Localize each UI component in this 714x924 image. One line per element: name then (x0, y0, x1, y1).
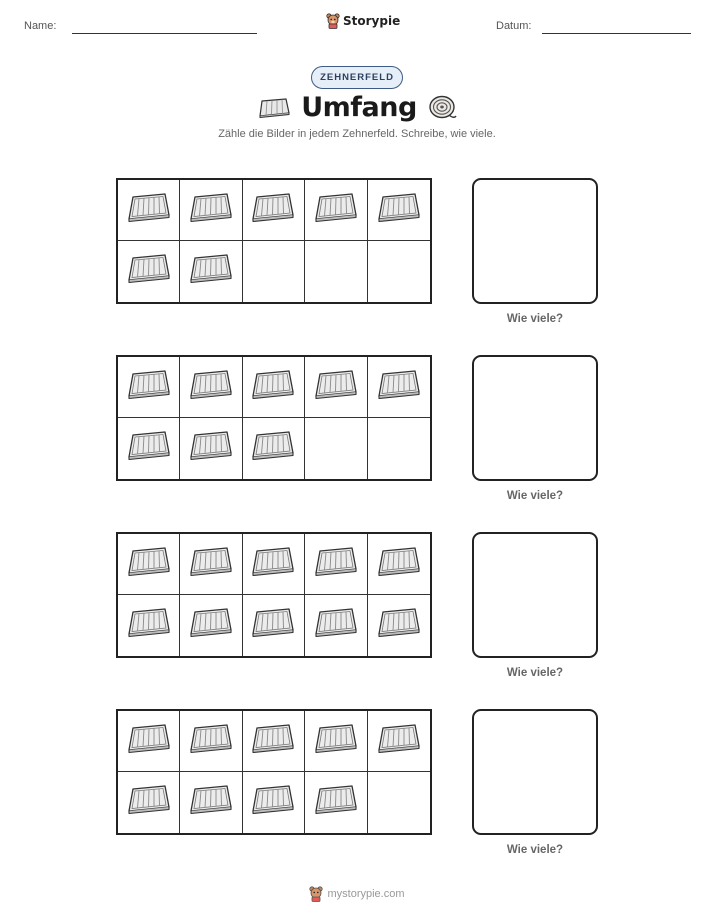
mattress-icon (188, 723, 234, 760)
mattress-icon (250, 546, 296, 583)
mattress-icon (376, 546, 422, 583)
mattress-icon (376, 607, 422, 644)
ten-frame-cell (368, 418, 430, 479)
ten-frame-cell (368, 595, 430, 656)
ten-frame-cell (305, 534, 367, 595)
mattress-icon (126, 723, 172, 760)
ten-frame-cell (180, 711, 242, 772)
footer (0, 886, 714, 902)
ten-frame-3 (116, 532, 432, 658)
ten-frame-cell (305, 180, 367, 241)
mattress-icon (376, 369, 422, 406)
answer-prompt-4: Wie viele? (506, 844, 564, 856)
mattress-icon (313, 784, 359, 821)
ten-frame-cell (243, 418, 305, 479)
mattress-icon (126, 546, 172, 583)
ten-frame-cell (368, 711, 430, 772)
ten-frame-cell (180, 595, 242, 656)
mattress-icon (313, 369, 359, 406)
mattress-icon (250, 784, 296, 821)
ten-frame-2 (116, 355, 432, 481)
worksheet-type-badge: ZEHNERFELD (311, 66, 403, 89)
instructions: Zähle die Bilder in jedem Zehnerfeld. Schreibe, wie viele. (218, 128, 496, 140)
mattress-icon (188, 369, 234, 406)
mattress-icon (126, 430, 172, 467)
answer-prompt-2: Wie viele? (506, 490, 564, 502)
ten-frame-cell (118, 418, 180, 479)
mattress-icon (126, 607, 172, 644)
ten-frame-cell (118, 357, 180, 418)
mattress-icon (250, 607, 296, 644)
ten-frame-cell (368, 241, 430, 302)
answer-box-2[interactable] (472, 355, 598, 481)
ten-frame-cell (243, 711, 305, 772)
ten-frame-1 (116, 178, 432, 304)
ten-frame-cell (180, 357, 242, 418)
ten-frame-cell (243, 772, 305, 833)
mattress-icon (188, 607, 234, 644)
answer-box-3[interactable] (472, 532, 598, 658)
mattress-icon (250, 430, 296, 467)
ten-frame-cell (368, 534, 430, 595)
mattress-icon (250, 723, 296, 760)
title-row (0, 92, 714, 123)
ten-frame-cell (243, 241, 305, 302)
ten-frame-cell (305, 595, 367, 656)
ten-frame-cell (243, 595, 305, 656)
mattress-icon (126, 784, 172, 821)
mattress-icon (188, 546, 234, 583)
mattress-icon (188, 430, 234, 467)
page-title: Umfang (301, 92, 417, 123)
answer-prompt-3: Wie viele? (506, 667, 564, 679)
ten-frame-cell (305, 711, 367, 772)
ten-frame-cell (368, 180, 430, 241)
ten-frame-cell (305, 357, 367, 418)
ten-frame-cell (118, 711, 180, 772)
name-field-line[interactable] (72, 33, 257, 34)
ten-frame-4 (116, 709, 432, 835)
ten-frame-cell (305, 241, 367, 302)
name-label: Name: (24, 20, 57, 32)
ten-frame-cell (368, 357, 430, 418)
answer-box-4[interactable] (472, 709, 598, 835)
brand-name: Storypie (343, 14, 401, 28)
mattress-icon (126, 369, 172, 406)
mattress-icon (313, 546, 359, 583)
ten-frame-cell (305, 418, 367, 479)
mattress-icon (188, 784, 234, 821)
ten-frame-cell (118, 241, 180, 302)
mattress-icon (257, 98, 291, 118)
mattress-icon (376, 723, 422, 760)
mattress-icon (313, 607, 359, 644)
mattress-icon (250, 369, 296, 406)
ten-frame-cell (305, 772, 367, 833)
mattress-icon (250, 192, 296, 229)
ten-frame-cell (180, 180, 242, 241)
bear-mascot-icon (326, 13, 340, 29)
date-field-line[interactable] (542, 33, 691, 34)
mattress-icon (313, 192, 359, 229)
mattress-icon (188, 192, 234, 229)
rope-coil-icon (427, 94, 457, 122)
answer-box-1[interactable] (472, 178, 598, 304)
ten-frame-cell (118, 772, 180, 833)
footer-url: mystorypie.com (327, 888, 405, 900)
ten-frame-cell (118, 180, 180, 241)
answer-prompt-1: Wie viele? (506, 313, 564, 325)
ten-frame-cell (118, 534, 180, 595)
ten-frame-cell (243, 357, 305, 418)
ten-frame-cell (180, 534, 242, 595)
ten-frame-cell (180, 241, 242, 302)
bear-mascot-icon (309, 886, 323, 902)
ten-frame-cell (243, 180, 305, 241)
ten-frame-cell (118, 595, 180, 656)
mattress-icon (313, 723, 359, 760)
mattress-icon (376, 192, 422, 229)
ten-frame-cell (180, 772, 242, 833)
ten-frame-cell (368, 772, 430, 833)
mattress-icon (126, 253, 172, 290)
ten-frame-cell (243, 534, 305, 595)
mattress-icon (188, 253, 234, 290)
storypie-logo (326, 13, 400, 29)
mattress-icon (126, 192, 172, 229)
ten-frame-cell (180, 418, 242, 479)
date-label: Datum: (496, 20, 532, 32)
